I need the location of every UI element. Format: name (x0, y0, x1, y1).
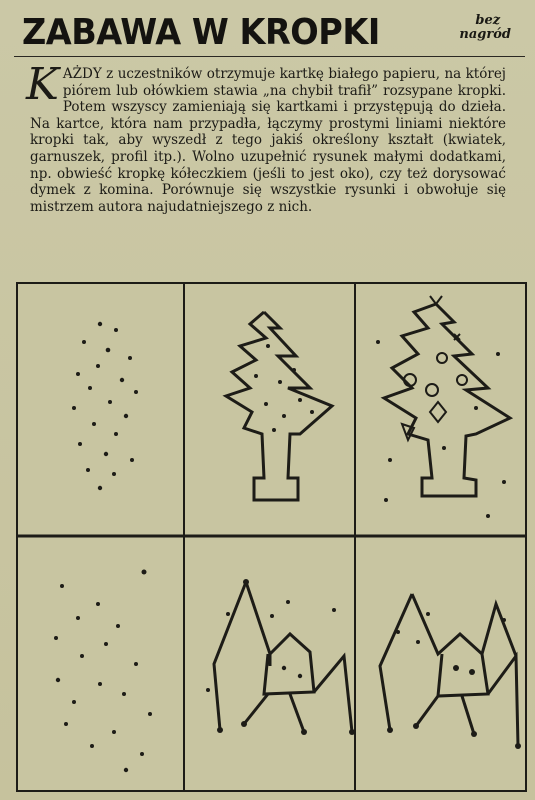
panel-spider-outline (206, 579, 355, 735)
article-body (26, 59, 506, 215)
article-paragraph: AŻDY z uczestników otrzymuje kartkę białego papieru, na której piórem lub ołówkiem stawia „na chybił trafił” rozsypane kropki. Potem wszyscy zamieniają się kartkami i przystępują do dzieła. Na kartce, która nam przypadła, łączymy prostymi liniami niektóre kropki tak, aby wyszedł z tego jakiś określony kształt (kwiatek, garnuszek, profil itp.). Wolno uzupełnić rysunek małymi dodatkami, np. obwieść kropkę kółeczkiem (jeśli to jest oko), czy też dorysować dymek z komina. Porównuje się wszystkie rysunki i obwołuje się mistrzem autora najudatniejszego z nich. (30, 66, 506, 215)
drop-cap: K (26, 59, 59, 110)
panel-spider-detailed (380, 594, 521, 749)
illustration-svg (18, 284, 525, 790)
tag-line-2: nagród (459, 27, 511, 42)
article-title: ZABAWA W KROPKI (22, 12, 380, 53)
panel-dots-top (72, 322, 138, 490)
panel-decorated-tree (376, 296, 510, 518)
tag-line-1: bez (475, 13, 501, 28)
illustration-grid (16, 282, 527, 792)
no-prize-tag (459, 13, 511, 42)
header-rule (14, 56, 525, 57)
panel-tree-outline (226, 312, 332, 500)
panel-dots-bottom (54, 570, 152, 773)
article-header (10, 6, 525, 58)
